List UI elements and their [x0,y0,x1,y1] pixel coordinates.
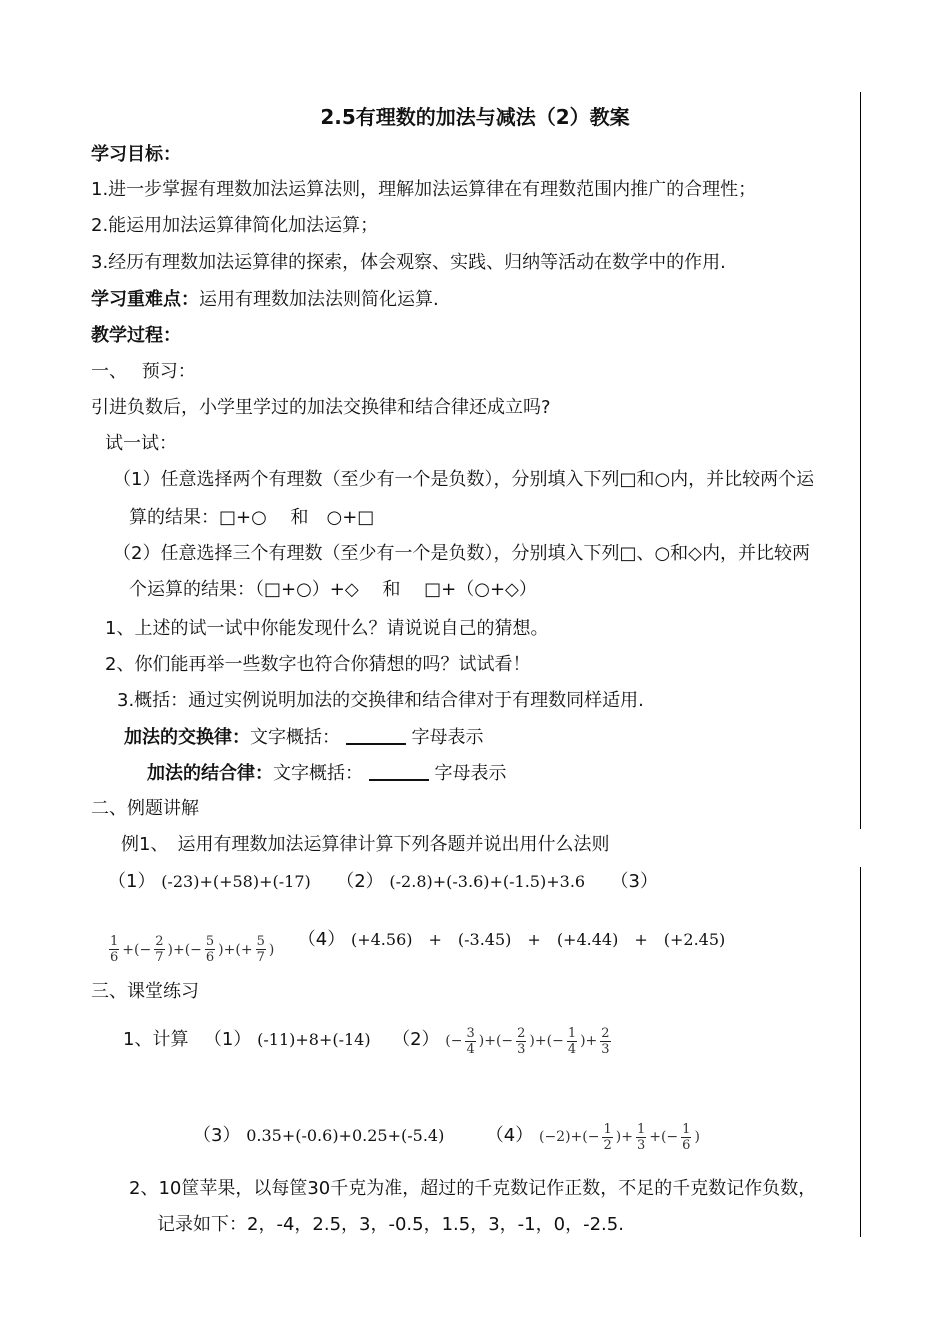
commutative-law-line [124,725,483,750]
practice-1-1-label: （1） [203,1029,252,1050]
problem-3-label: （3） [610,871,658,892]
practice-1-4-label: （4） [485,1125,534,1146]
practice-2-line1: 2、10筐苹果，以每筐30千克为准，超过的千克数记作正数，不足的千克数记作负数， [129,1178,817,1199]
fraction: $\frac{5}{6}$ [205,934,215,965]
key-points [91,288,439,312]
example-problems-row2 [108,920,725,970]
problem-1-label: （1） [108,871,156,892]
example-1: 例1、 运用有理数加法运算律计算下列各题并说出用什么法则 [121,834,610,855]
question-3: 3.概括：通过实例说明加法的交换律和结合律对于有理数同样适用. [117,690,644,711]
problem-4-label: （4） [297,929,346,950]
fraction: $\frac{1}{2}$ [603,1121,612,1153]
page-title: 2.5有理数的加法与减法（2）教案 [320,105,630,129]
practice-1-row2 [193,1116,700,1157]
fraction: $\frac{2}{3}$ [517,1025,526,1057]
examples-heading: 二、例题讲解 [91,798,199,819]
commutative-blank[interactable] [346,725,406,745]
key-points-text: 运用有理数加法法则简化运算. [199,289,439,310]
associative-blank[interactable] [369,761,429,781]
fraction: $\frac{1}{4}$ [567,1025,577,1057]
process-heading: 教学过程： [91,325,181,346]
practice-1-label: 1、计算 [123,1029,189,1050]
problem-2: (-2.8)+(-3.6)+(-1.5)+3.6 [389,872,586,891]
problem-4: (+4.56) + (-3.45) + (+4.44) + (+2.45) [350,930,726,949]
fraction: $\frac{2}{7}$ [155,934,164,965]
task1-line1: （1）任意选择两个有理数（至少有一个是负数），分别填入下列□和○内，并比较两个运 [113,469,815,490]
practice-1-1: (-11)+8+(-14) [257,1030,371,1049]
fraction: $\frac{3}{4}$ [466,1025,475,1057]
practice-1-3-label: （3） [193,1125,241,1146]
fraction: $\frac{1}{6}$ [110,934,119,965]
fraction: $\frac{2}{3}$ [601,1025,610,1057]
objective-3: 3.经历有理数加法运算律的探索，体会观察、实践、归纳等活动在数学中的作用. [91,252,726,273]
try-label: 试一试： [105,433,177,454]
practice-1-2-expression: (− $\frac{3}{4}$ )+(− $\frac{2}{3}$ )+(− $\frac{1}{4}$ )+ $\frac{2}{3}$ [445,1025,610,1057]
task1-line2: 算的结果：□+○ 和 ○+□ [129,507,375,528]
associative-law-line [147,761,506,786]
right-border-line-lower [860,867,861,1237]
problem-1: (-23)+(+58)+(-17) [161,872,311,891]
practice-heading: 三、课堂练习 [91,981,199,1002]
key-points-label: 学习重难点： [91,289,199,310]
practice-1-4-expression: (−2)+(− $\frac{1}{2}$ )+ $\frac{1}{3}$ +(− $\frac{1}{6}$ ) [538,1121,700,1153]
practice-2-line2: 记录如下：2，-4，2.5，3，-0.5，1.5，3，-1，0，-2.5. [157,1214,624,1235]
question-1: 1、上述的试一试中你能发现什么？请说说自己的猜想。 [105,618,549,639]
commutative-tail: 字母表示 [411,727,484,748]
associative-label: 加法的结合律： [147,763,273,784]
fraction: $\frac{1}{3}$ [636,1121,646,1153]
example-problems-row1 [108,870,658,894]
associative-tail: 字母表示 [434,763,507,784]
problem-3-expression: $\frac{1}{6}$ +(− $\frac{2}{7}$ )+(− $\frac{5}{6}$ )+(+ $\frac{5}{7}$ ) [110,934,275,965]
fraction: $\frac{1}{6}$ [682,1121,691,1153]
task2-line1: （2）任意选择三个有理数（至少有一个是负数），分别填入下列□、○和◇内，并比较两 [113,543,811,564]
objective-2: 2.能运用加法运算律简化加法运算； [91,215,379,236]
commutative-label: 加法的交换律： [124,727,250,748]
objective-1: 1.进一步掌握有理数加法运算法则，理解加法运算律在有理数范围内推广的合理性； [91,179,757,200]
practice-1-row [123,1020,612,1061]
question-2: 2、你们能再举一些数字也符合你猜想的吗？试试看！ [105,654,531,675]
objectives-heading: 学习目标： [91,144,181,165]
right-border-line [860,92,861,829]
preview-heading: 一、 预习： [91,361,196,382]
practice-1-2-label: （2） [392,1029,440,1050]
associative-text: 文字概括： [273,763,363,784]
fraction: $\frac{5}{7}$ [256,934,265,965]
commutative-text: 文字概括： [250,727,340,748]
problem-2-label: （2） [336,871,384,892]
practice-1-3: 0.35+(-0.6)+0.25+(-5.4) [246,1126,445,1145]
task2-line2: 个运算的结果：（□+○）+◇ 和 □+（○+◇） [129,579,537,600]
preview-intro: 引进负数后，小学里学过的加法交换律和结合律还成立吗? [91,397,551,418]
